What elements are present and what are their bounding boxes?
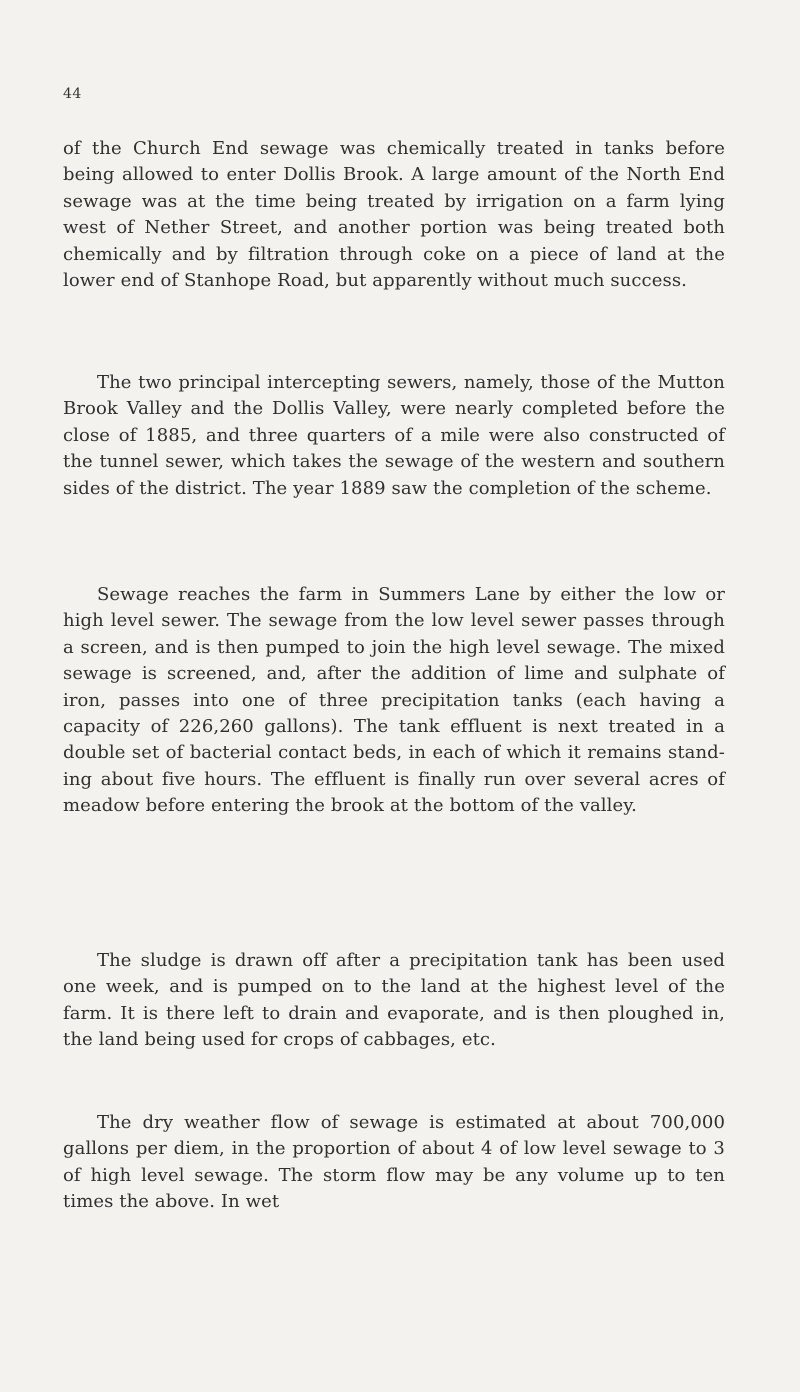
page-number: 44 [63, 86, 82, 102]
paragraph-dry-weather-flow: The dry weather flow of sewage is estimated at about 700,000 gallons per diem, in the proportion of about 4 of low level sewage to 3 of high level sewage. The storm flow may be any volume up to ten times the above. In wet [63, 1112, 725, 1213]
paragraph-sewage-treatment: Sewage reaches the farm in Summers Lane by either the low or high level sewer. The sewage from the low level sewer passes through a screen, and is then pumped to join the high level sewage. The mixed sewage is screened, and, after the addition of lime and sulphate of iron, passes into one of three precipitation tanks (each having a capacity of 226,260 gallons). The tank effluent is next treated in a double set of bacterial contact beds, in each of which it remains stand- ing about five hours. The effluent is finally run over several acres of meadow before entering the brook at the bottom of the valley. [63, 584, 725, 817]
paragraph-church-end-sewage: of the Church End sewage was chemically treated in tanks before being allowed to enter Dollis Brook. A large amount of the North End sewage was at the time being treated by irrigation on a farm lying west of Nether Street, and another portion was being treated both chemically and by filtration through coke on a piece of land at the lower end of Stanhope Road, but apparently without much success. [63, 138, 725, 292]
paragraph-sludge: The sludge is drawn off after a precipitation tank has been used one week, and is pumped on to the land at the highest level of the farm. It is there left to drain and evaporate, and is then ploughed in, the land being used for crops of cabbages, etc. [63, 950, 725, 1051]
paragraph-intercepting-sewers: The two principal intercepting sewers, namely, those of the Mutton Brook Valley and the Dollis Valley, were nearly completed before the close of 1885, and three quarters of a mile were also constructed of the tunnel sewer, which takes the sewage of the western and southern sides of the district. The year 1889 saw the completion of the scheme. [63, 372, 725, 499]
